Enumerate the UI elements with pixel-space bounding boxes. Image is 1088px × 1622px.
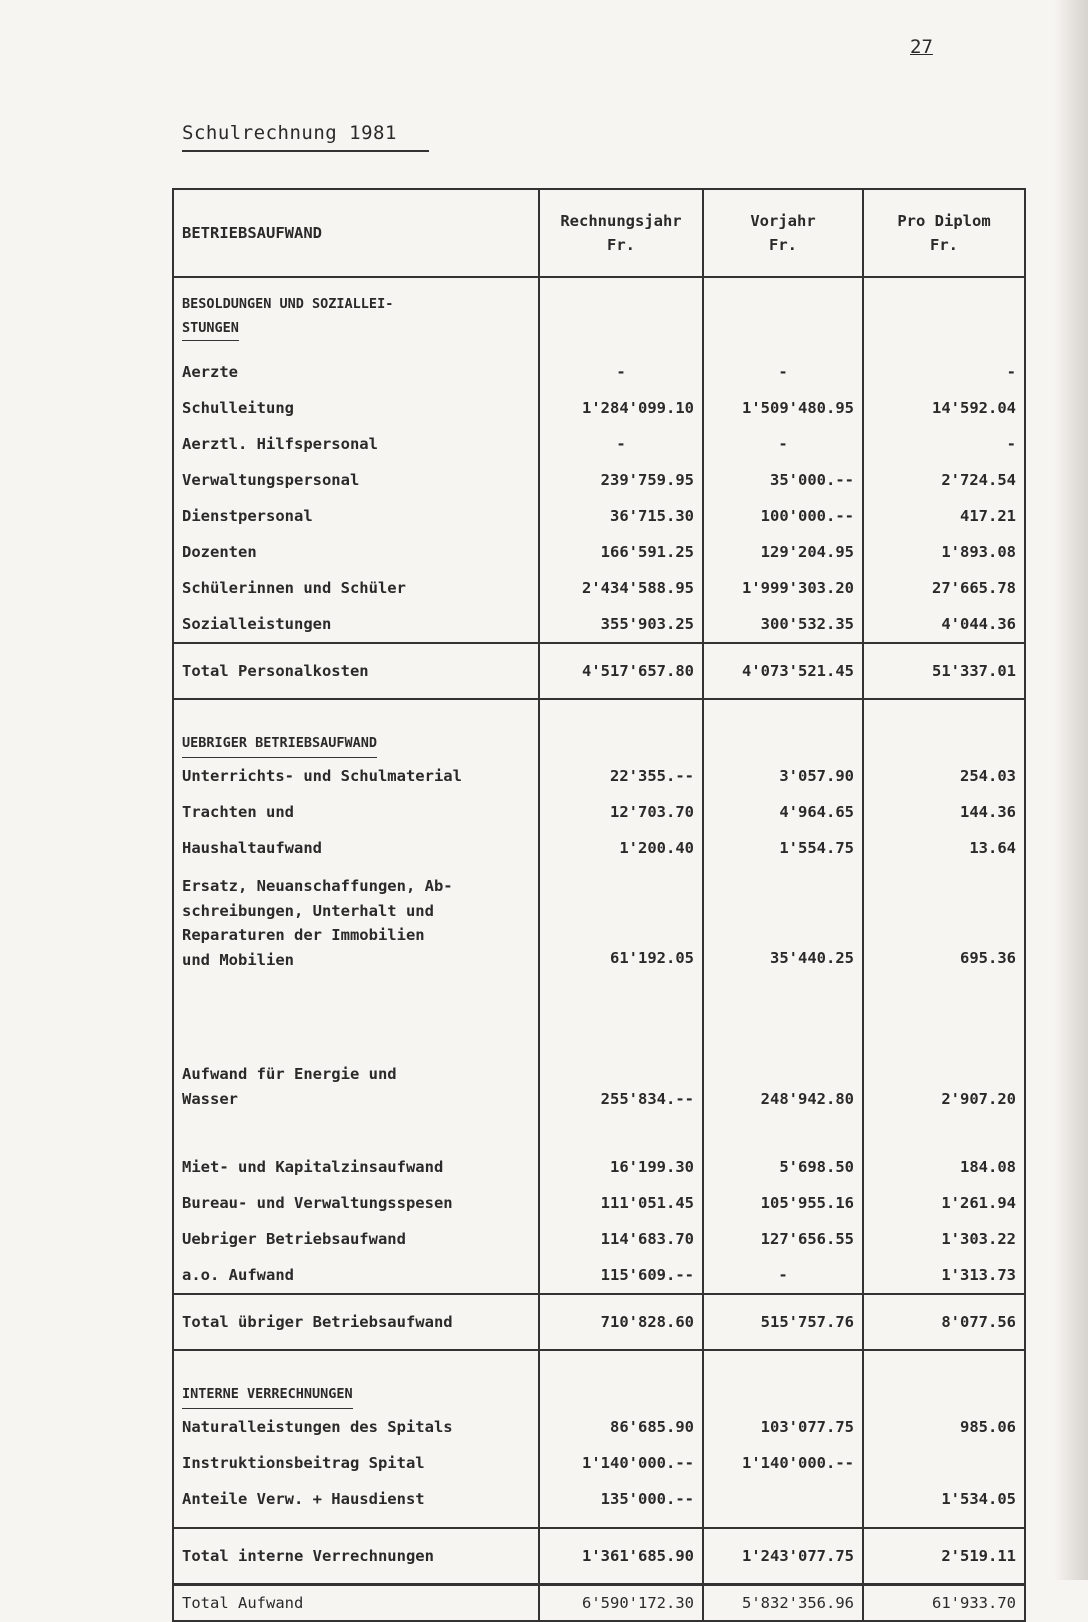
row-current: - <box>539 426 703 462</box>
section-heading: INTERNE VERRECHNUNGEN <box>182 1382 353 1409</box>
row-label-line: Reparaturen der Immobilien <box>182 926 425 944</box>
row-previous: 105'955.16 <box>703 1185 863 1221</box>
row-label: Schülerinnen und Schüler <box>173 570 539 606</box>
row-previous: 3'057.90 <box>703 758 863 794</box>
table-row <box>173 1221 1025 1257</box>
row-per-diploma: 695.36 <box>863 866 1025 1058</box>
table-row <box>173 1445 1025 1481</box>
row-current: 61'192.05 <box>539 866 703 1058</box>
table-row <box>173 866 1025 1058</box>
row-label: Anteile Verw. + Hausdienst <box>173 1481 539 1517</box>
section-heading-salaries <box>173 277 1025 354</box>
row-current: 2'434'588.95 <box>539 570 703 606</box>
row-current: 135'000.-- <box>539 1481 703 1517</box>
table-row <box>173 830 1025 866</box>
row-per-diploma: 985.06 <box>863 1409 1025 1445</box>
row-current: 115'609.-- <box>539 1257 703 1294</box>
row-label: a.o. Aufwand <box>173 1257 539 1294</box>
expense-table <box>172 188 1026 1622</box>
row-label: Unterrichts- und Schulmaterial <box>173 758 539 794</box>
row-current: 36'715.30 <box>539 498 703 534</box>
header-previous-unit: Fr. <box>769 236 797 254</box>
total-previous: 1'243'077.75 <box>703 1528 863 1585</box>
total-row-personnel <box>173 643 1025 699</box>
row-label: Aerztl. Hilfspersonal <box>173 426 539 462</box>
row-per-diploma: 4'044.36 <box>863 606 1025 643</box>
grand-total-row <box>173 1585 1025 1622</box>
total-row-internal <box>173 1528 1025 1585</box>
row-per-diploma: 1'313.73 <box>863 1257 1025 1294</box>
page-edge-shadow <box>1054 0 1088 1580</box>
total-current: 710'828.60 <box>539 1294 703 1350</box>
row-label: Miet- und Kapitalzinsaufwand <box>173 1149 539 1185</box>
total-previous: 515'757.76 <box>703 1294 863 1350</box>
row-per-diploma: 1'534.05 <box>863 1481 1025 1517</box>
table-row <box>173 606 1025 643</box>
header-per-diploma <box>863 189 1025 277</box>
row-per-diploma: 2'724.54 <box>863 462 1025 498</box>
row-label: Aerzte <box>173 354 539 390</box>
row-current: 111'051.45 <box>539 1185 703 1221</box>
header-previous-name: Vorjahr <box>750 212 816 230</box>
table-row <box>173 794 1025 830</box>
row-previous: - <box>703 426 863 462</box>
total-label: Total Personalkosten <box>173 643 539 699</box>
row-current: 16'199.30 <box>539 1149 703 1185</box>
section-heading-other-expenses <box>173 699 1025 758</box>
grand-total-per-diploma: 61'933.70 <box>863 1585 1025 1622</box>
header-previous <box>703 189 863 277</box>
row-previous <box>703 1481 863 1517</box>
row-previous: 4'964.65 <box>703 794 863 830</box>
table-row <box>173 498 1025 534</box>
row-current: 1'200.40 <box>539 830 703 866</box>
row-current: 86'685.90 <box>539 1409 703 1445</box>
header-label: BETRIEBSAUFWAND <box>173 189 539 277</box>
row-per-diploma: 184.08 <box>863 1149 1025 1185</box>
row-current: 114'683.70 <box>539 1221 703 1257</box>
table-row <box>173 1185 1025 1221</box>
table-row <box>173 1149 1025 1185</box>
total-per-diploma: 8'077.56 <box>863 1294 1025 1350</box>
row-per-diploma: - <box>863 354 1025 390</box>
row-current: 1'140'000.-- <box>539 1445 703 1481</box>
row-current: - <box>539 354 703 390</box>
row-previous: 1'999'303.20 <box>703 570 863 606</box>
table-row <box>173 1409 1025 1445</box>
row-per-diploma: 27'665.78 <box>863 570 1025 606</box>
header-per-diploma-name: Pro Diplom <box>897 212 991 230</box>
row-per-diploma: - <box>863 426 1025 462</box>
row-current: 239'759.95 <box>539 462 703 498</box>
grand-total-current: 6'590'172.30 <box>539 1585 703 1622</box>
row-label: Verwaltungspersonal <box>173 462 539 498</box>
row-previous: 35'440.25 <box>703 866 863 1058</box>
row-previous: 5'698.50 <box>703 1149 863 1185</box>
row-previous: - <box>703 354 863 390</box>
row-previous: 248'942.80 <box>703 1058 863 1149</box>
total-per-diploma: 2'519.11 <box>863 1528 1025 1585</box>
row-label-line: Wasser <box>182 1090 238 1108</box>
row-previous: 127'656.55 <box>703 1221 863 1257</box>
row-current: 166'591.25 <box>539 534 703 570</box>
row-label: Sozialleistungen <box>173 606 539 643</box>
row-per-diploma: 14'592.04 <box>863 390 1025 426</box>
table-row <box>173 462 1025 498</box>
total-current: 4'517'657.80 <box>539 643 703 699</box>
row-label: Schulleitung <box>173 390 539 426</box>
row-per-diploma: 2'907.20 <box>863 1058 1025 1149</box>
section-heading-internal <box>173 1350 1025 1409</box>
row-per-diploma: 417.21 <box>863 498 1025 534</box>
table-row <box>173 1257 1025 1294</box>
total-label: Total interne Verrechnungen <box>173 1528 539 1585</box>
header-per-diploma-unit: Fr. <box>930 236 958 254</box>
row-previous: 129'204.95 <box>703 534 863 570</box>
row-current: 355'903.25 <box>539 606 703 643</box>
row-previous: 35'000.-- <box>703 462 863 498</box>
total-label: Total übriger Betriebsaufwand <box>173 1294 539 1350</box>
row-label: Uebriger Betriebsaufwand <box>173 1221 539 1257</box>
row-per-diploma: 254.03 <box>863 758 1025 794</box>
row-previous: 1'509'480.95 <box>703 390 863 426</box>
row-per-diploma: 1'261.94 <box>863 1185 1025 1221</box>
row-previous: 1'554.75 <box>703 830 863 866</box>
header-current <box>539 189 703 277</box>
section-heading-line1: BESOLDUNGEN UND SOZIALLEI- <box>182 296 394 312</box>
header-current-name: Rechnungsjahr <box>560 212 682 230</box>
section-heading: UEBRIGER BETRIEBSAUFWAND <box>182 731 377 758</box>
row-current: 22'355.-- <box>539 758 703 794</box>
table-row <box>173 1481 1025 1517</box>
grand-total-label: Total Aufwand <box>173 1585 539 1622</box>
row-label: Naturalleistungen des Spitals <box>173 1409 539 1445</box>
row-current: 255'834.-- <box>539 1058 703 1149</box>
table-row <box>173 534 1025 570</box>
row-label-line: schreibungen, Unterhalt und <box>182 901 434 920</box>
row-per-diploma <box>863 1445 1025 1481</box>
total-per-diploma: 51'337.01 <box>863 643 1025 699</box>
row-current: 1'284'099.10 <box>539 390 703 426</box>
section-heading-line2: STUNGEN <box>182 316 239 341</box>
row-per-diploma: 144.36 <box>863 794 1025 830</box>
spacer-row <box>173 1517 1025 1528</box>
row-label <box>173 1058 539 1149</box>
row-per-diploma: 1'303.22 <box>863 1221 1025 1257</box>
table-row <box>173 570 1025 606</box>
grand-total-previous: 5'832'356.96 <box>703 1585 863 1622</box>
table-row <box>173 390 1025 426</box>
table-row <box>173 354 1025 390</box>
row-label: Instruktionsbeitrag Spital <box>173 1445 539 1481</box>
row-previous: 100'000.-- <box>703 498 863 534</box>
row-per-diploma: 13.64 <box>863 830 1025 866</box>
row-label: Dienstpersonal <box>173 498 539 534</box>
row-label: Bureau- und Verwaltungsspesen <box>173 1185 539 1221</box>
row-previous: 300'532.35 <box>703 606 863 643</box>
row-previous: - <box>703 1257 863 1294</box>
row-previous: 1'140'000.-- <box>703 1445 863 1481</box>
table-row <box>173 426 1025 462</box>
page-title: Schulrechnung 1981 <box>182 122 429 152</box>
row-label-line: Aufwand für Energie und <box>182 1065 397 1083</box>
row-label-line: Ersatz, Neuanschaffungen, Ab- <box>182 877 453 895</box>
header-current-unit: Fr. <box>607 236 635 254</box>
page-number: 27 <box>910 36 933 58</box>
row-label: Dozenten <box>173 534 539 570</box>
total-current: 1'361'685.90 <box>539 1528 703 1585</box>
total-previous: 4'073'521.45 <box>703 643 863 699</box>
table-row <box>173 758 1025 794</box>
row-previous: 103'077.75 <box>703 1409 863 1445</box>
row-label <box>173 866 539 1058</box>
row-label-line: und Mobilien <box>182 950 294 969</box>
table-header-row <box>173 189 1025 277</box>
row-label: Haushaltaufwand <box>173 830 539 866</box>
table-row <box>173 1058 1025 1149</box>
row-label: Trachten und <box>173 794 539 830</box>
total-row-other-expenses <box>173 1294 1025 1350</box>
row-current: 12'703.70 <box>539 794 703 830</box>
row-per-diploma: 1'893.08 <box>863 534 1025 570</box>
